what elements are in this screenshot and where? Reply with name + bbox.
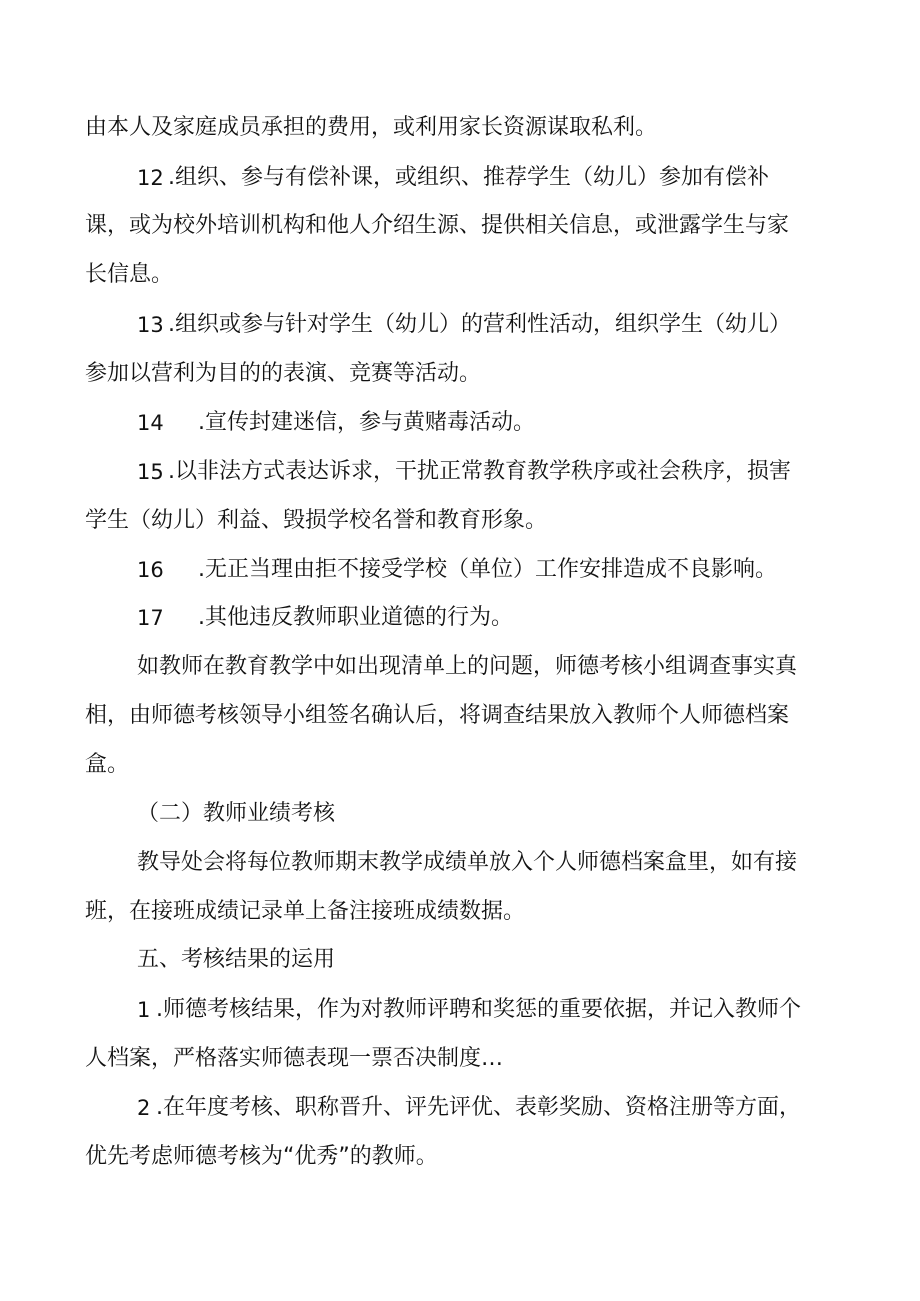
section-heading: （二）教师业绩考核 [137,801,336,826]
text-line: 相，由师德考核领导小组签名确认后，将调查结果放入教师个人师德档案 [85,703,790,728]
text-line: .以非法方式表达诉求，干扰正常教育教学秩序或社会秩序，损害 [168,459,791,484]
text-line: 参加以营利为目的的表演、竞赛等活动。 [85,361,482,386]
text-line: .组织、参与有偿补课，或组织、推荐学生（幼儿）参加有偿补 [168,165,769,190]
text-line: 由本人及家庭成员承担的费用，或利用家长资源谋取私利。 [85,115,658,140]
text-line: .无正当理由拒不接受学校（单位）工作安排造成不良影响。 [198,557,777,582]
item-number: 14 [137,411,164,435]
text-line: 优先考虑师德考核为“优秀”的教师。 [85,1144,438,1169]
item-number: 16 [137,558,164,582]
item-number: 2 [137,1096,151,1120]
text-line: 盒。 [85,752,130,777]
item-number: 17 [137,606,164,630]
text-line: 人档案，严格落实师德表现一票否决制度… [85,1046,504,1071]
section-heading: 五、考核结果的运用 [137,947,336,972]
text-line: .师德考核结果，作为对教师评聘和奖惩的重要依据，并记入教师个 [156,997,801,1022]
text-line: .宣传封建迷信，参与黄赌毒活动。 [198,410,535,435]
text-line: .组织或参与针对学生（幼儿）的营利性活动，组织学生（幼儿） [168,312,791,337]
item-number: 13 [137,313,164,337]
text-line: 如教师在教育教学中如出现清单上的问题，师德考核小组调查事实真 [137,654,798,679]
text-line: 班，在接班成绩记录单上备注接班成绩数据。 [85,899,526,924]
text-line: 学生（幼儿）利益、毁损学校名誉和教育形象。 [85,508,548,533]
text-line: 长信息。 [85,262,174,287]
item-number: 15 [137,460,164,484]
text-line: .其他违反教师职业道德的行为。 [198,605,513,630]
text-line: .在年度考核、职称晋升、评先评优、表彰奖励、资格注册等方面， [156,1095,801,1120]
text-line: 课，或为校外培训机构和他人介绍生源、提供相关信息，或泄露学生与家 [85,213,790,238]
item-number: 12 [137,166,164,190]
text-line: 教导处会将每位教师期末教学成绩单放入个人师德档案盒里，如有接 [137,850,798,875]
item-number: 1 [137,998,151,1022]
